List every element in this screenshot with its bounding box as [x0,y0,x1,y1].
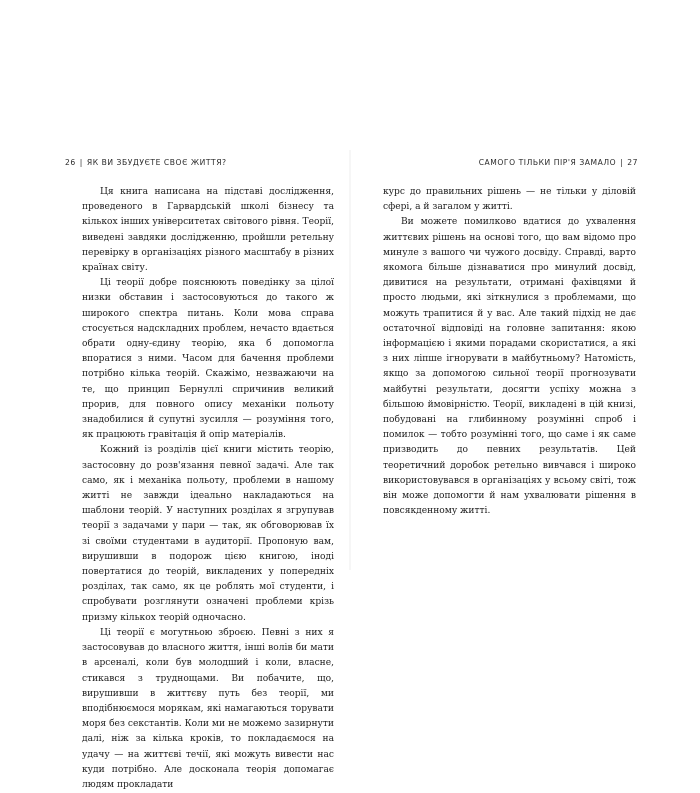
left-running-title: ЯК ВИ ЗБУДУЄТЕ СВОЄ ЖИТТЯ? [86,158,227,167]
body-paragraph: Ви можете помилково вдатися до ухвалення життєвих рішень на основі того, що вам відомо про минуле з вашого чи чужого досвіду. Справді, варто якомога більше дізнаватися про минулий досвід, дивитися на результати, отримані фахівцями й просто людьми, які зіткнулися з проблемами, що можуть трапитися й у вас. Але такий підхід не дає остаточної відповіді на головне запитання: якою інформацією і якими порадами скористатися, а які з них ліпше ігнорувати в майбутньому? Натомість, якщо за допомогою сильної теорії прогнозувати майбутні результати, досягти успіху можна з більшою ймовірністю. Теорії, викладені в цій книзі, побудовані на глибинному розумінні спроб і помилок — тобто розумінні того, що саме і як саме призводить до певних результатів. Цей теоретичний доробок ретельно вивчався і широко використовувався в організаціях у всьому світі, тож він може допомогти й нам ухвалювати рішення в повсякденному житті. [383,217,636,517]
body-paragraph: Кожний із розділів цієї книги містить теорію, застосовну до розв'язання певної задачі. Але так само, як і механіка польоту, проблеми в нашому житті не завжди ідеально накладаються на шаблони теорій. У наступних розділах я згрупував теорії з задачами у пари — так, як обговорював їх зі своїми студентами в аудиторії. Пропоную вам, вирушивши в подорож цією книгою, іноді повертатися до теорій, викладених у попередніх розділах, так само, як це роблять мої студенти, і спробувати розглянути означені проблеми крізь призму кількох теорій одночасно. [82,445,334,623]
body-paragraph: Ці теорії є могутньою зброєю. Певні з них я застосовував до власного життя, інші волів би мати в арсеналі, коли був молодший і коли, власне, стикався з труднощами. Ви побачите, що, вирушивши в життєву путь без теорії, ми вподібнюємося морякам, які намагаються торувати моря без секстантів. Коли ми не можемо зазирнути далі, ніж за кілька кроків, то покладаємося на удачу — на життєві течії, які можуть вивести нас куди потрібно. Але досконала теорія допомагає людям прокладати [82,627,334,790]
book-gutter [349,150,351,570]
right-running-header [479,158,638,167]
left-page-number: 26 [65,158,76,167]
right-running-title: САМОГО ТІЛЬКИ ПІР'Я ЗАМАЛО [478,158,617,167]
body-paragraph: Ця книга написана на підставі дослідження, проведеного в Гарвардській школі бізнесу та кількох інших університетах світового рівня. Теорії, виведені завдяки дослідженню, пройшли ретельну перевірку в організаціях різного масштабу в різних країнах світу. [82,187,334,274]
body-paragraph-continued: курс до правильних рішень — не тільки у діловій сфері, а й загалом у житті. [383,187,636,213]
right-page-number: 27 [627,158,638,167]
left-page-body [82,185,334,793]
body-paragraph: Ці теорії добре пояснюють поведінку за цілої низки обставин і застосовуються до такого ж широкого спектра питань. Коли мова справа стосується надскладних проблем, нечасто вдається обрати одну-єдину теорію, яка б допомогла впоратися з ними. Часом для бачення проблеми потрібно кілька теорій. Скажімо, незважаючи на те, що принцип Бернуллі спричинив великий прорив, для повного опису механіки польоту знадобилися й супутні зусилля — розуміння того, як працюють гравітація й опір матеріалів. [82,278,334,441]
right-page-body [383,185,636,519]
header-separator: | [79,158,83,167]
header-separator: | [620,158,624,167]
left-running-header [65,158,227,167]
